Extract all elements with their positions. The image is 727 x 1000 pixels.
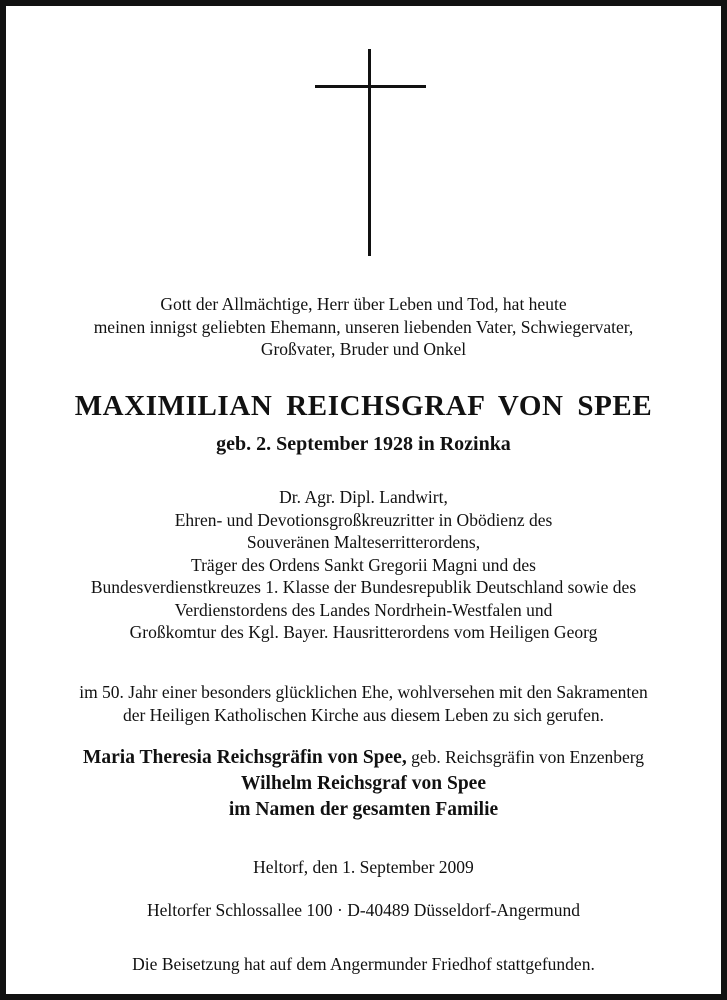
marriage-line: der Heiligen Katholischen Kirche aus diesem Leben zu sich gerufen. [122,704,605,725]
place-date: Heltorf, den 1. September 2009 [253,857,474,877]
title-line: Großkomtur des Kgl. Bayer. Hausritterordens vom Heiligen Georg [129,622,598,642]
title-line: Dr. Agr. Dipl. Landwirt, [279,487,448,507]
family-line: im Namen der gesamten Familie [228,799,499,820]
burial-note: Die Beisetzung hat auf dem Angermunder Friedhof stattgefunden. [132,954,595,974]
son-name: Wilhelm Reichsgraf von Spee [240,773,486,794]
cross-icon-crossbar [315,85,426,88]
titles-list [18,486,709,644]
title-line: Souveränen Malteserritterordens, [246,532,481,552]
intro-line: Gott der Allmächtige, Herr über Leben und Tod, hat heute [160,294,567,314]
marriage-text [18,681,709,726]
widow-birth-name: geb. Reichsgräfin von Enzenberg [406,747,645,767]
title-line: Verdienstordens des Landes Nordrhein-Westfalen und [174,599,553,620]
intro-line: Großvater, Bruder und Onkel [260,339,467,359]
widow-name: Maria Theresia Reichsgräfin von Spee, [82,747,407,768]
mourners-block [18,744,709,823]
deceased-birth: geb. 2. September 1928 in Rozinka [216,433,511,455]
intro-text [18,293,709,361]
address: Heltorfer Schlossallee 100 · D-40489 Düsseldorf-Angermund [146,900,581,920]
marriage-line: im 50. Jahr einer besonders glücklichen Ehe, wohlversehen mit den Sakramenten [79,682,648,702]
intro-line: meinen innigst geliebten Ehemann, unseren liebenden Vater, Schwiegervater, [93,316,634,337]
cross-icon [368,49,371,256]
title-line: Ehren- und Devotionsgroßkreuzritter in Obödienz des [174,509,553,530]
title-line: Träger des Ordens Sankt Gregorii Magni und des [191,554,536,575]
widow-line [18,744,709,771]
deceased-name: MAXIMILIAN REICHSGRAF VON SPEE [74,390,653,422]
title-line: Bundesverdienstkreuzes 1. Klasse der Bundesrepublik Deutschland sowie des [90,577,637,597]
